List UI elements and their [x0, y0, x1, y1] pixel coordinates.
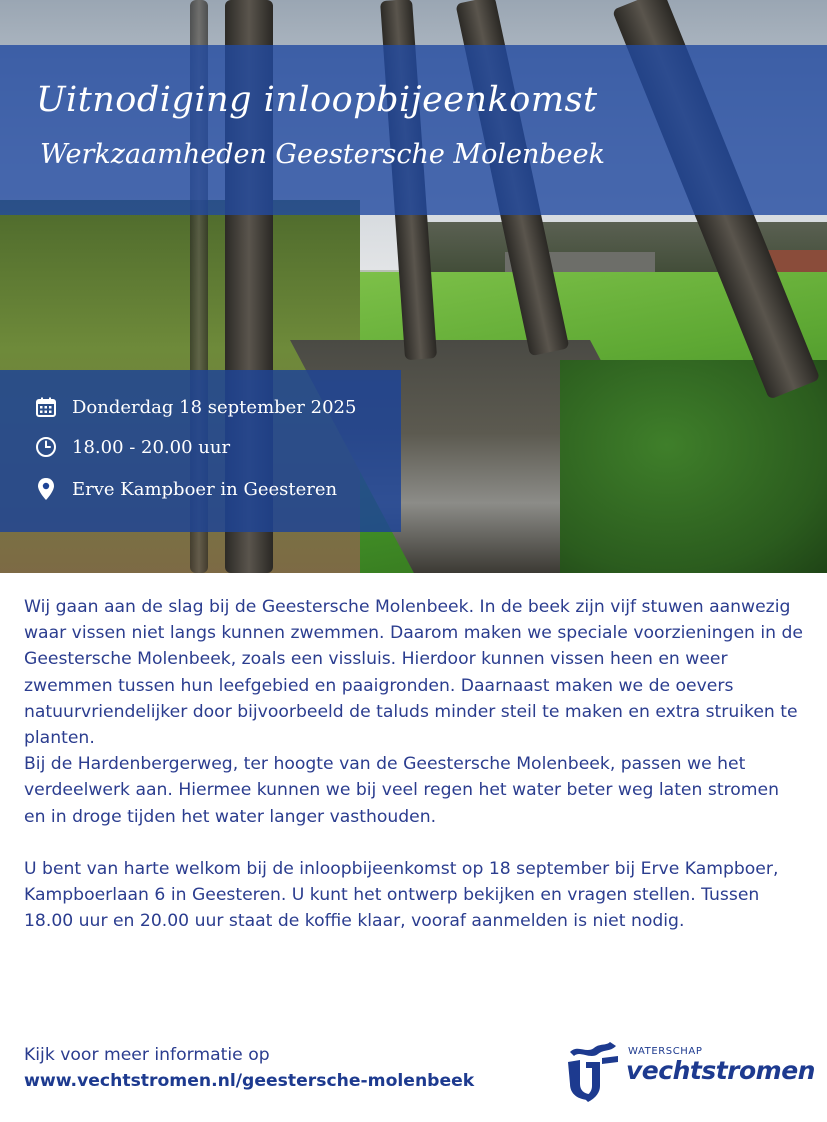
event-location-row	[34, 477, 337, 501]
vechtstromen-logo	[566, 1040, 815, 1108]
page-title: Uitnodiging inloopbijeenkomst	[36, 80, 598, 120]
more-info	[24, 1042, 544, 1094]
calendar-icon	[34, 395, 58, 419]
body-text	[24, 594, 804, 934]
page-subtitle: Werkzaamheden Geestersche Molenbeek	[40, 139, 605, 170]
paragraph-1: Wij gaan aan de slag bij de Geestersche Molenbeek. In de beek zijn vijf stuwen aanwezig waar vissen niet langs kunnen zwemmen. Daarom maken we speciale voorzieningen in de Geestersche Molenbeek, zoals een vissluis. Hierdoor kunnen vissen heen en weer zwemmen tussen hun leefgebied en paaigronden. Daarnaast maken we de oevers natuurvriendelijker door bijvoorbeeld de taluds minder steil te maken en extra struiken te planten.	[24, 597, 804, 749]
location-pin-icon	[34, 477, 58, 501]
logo-name: vechtstromen	[626, 1056, 815, 1085]
paragraph-spacer	[24, 830, 804, 856]
event-date: Donderdag 18 september 2025	[72, 396, 357, 418]
event-location: Erve Kampboer in Geesteren	[72, 478, 338, 500]
waterschap-logo-mark-icon	[566, 1040, 620, 1104]
paragraph-3: U bent van harte welkom bij de inloopbijeenkomst op 18 september bij Erve Kampboer, Kampboerlaan 6 in Geesteren. U kunt het ontwerp bekijken en vragen stellen. Tussen 18.00 uur en 20.00 uur staat de koffie klaar, vooraf aanmelden is niet nodig.	[24, 858, 779, 932]
event-time: 18.00 - 20.00 uur	[72, 436, 231, 458]
event-date-row	[34, 395, 356, 419]
logo-small-text: WATERSCHAP	[628, 1046, 703, 1057]
more-info-label: Kijk voor meer informatie op	[24, 1045, 270, 1065]
event-time-row	[34, 435, 230, 459]
clock-icon	[34, 435, 58, 459]
more-info-link[interactable]: www.vechtstromen.nl/geestersche-molenbeek	[24, 1071, 475, 1091]
paragraph-2: Bij de Hardenbergerweg, ter hoogte van de Geestersche Molenbeek, passen we het verdeelwerk aan. Hiermee kunnen we bij veel regen het water beter weg laten stromen en in droge tijden het water langer vasthouden.	[24, 754, 779, 827]
title-banner	[0, 45, 827, 215]
